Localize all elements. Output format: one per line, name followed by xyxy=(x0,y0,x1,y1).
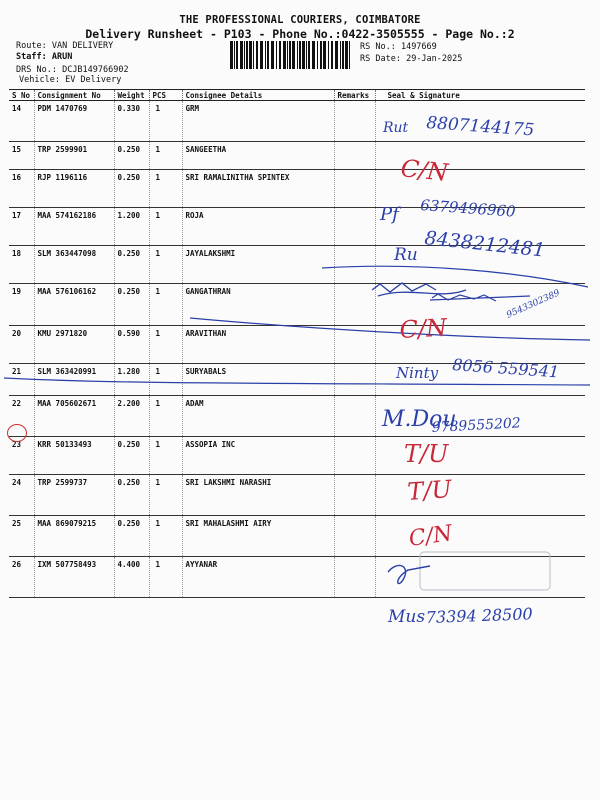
cell-signature xyxy=(375,208,585,246)
cell-signature xyxy=(375,516,585,557)
cell-signature xyxy=(375,364,585,396)
cell-weight: 4.400 xyxy=(114,557,149,598)
cell-signature xyxy=(375,557,585,598)
cell-consignee: GRM xyxy=(182,101,334,142)
cell-pcs: 1 xyxy=(149,208,182,246)
sig-phone-16: 6379496960 xyxy=(419,196,517,221)
table-row xyxy=(9,208,585,246)
cell-consignment: TRP 2599737 xyxy=(34,475,114,516)
vehicle-value: EV Delivery xyxy=(65,75,122,85)
sig-phone-22: 9789555202 xyxy=(431,415,522,436)
cell-pcs: 1 xyxy=(149,396,182,437)
barcode-bar xyxy=(308,41,310,69)
sig-initials-22: M.Dou xyxy=(382,407,457,432)
sig-phone-14: 8807144175 xyxy=(425,113,535,141)
col-consignee: Consignee Details xyxy=(182,90,334,101)
rs-date-line xyxy=(360,54,462,64)
cell-consignee: SRI RAMALINITHA SPINTEX xyxy=(182,170,334,208)
barcode-bar xyxy=(267,41,269,69)
cell-consignee: SRI MAHALASHMI AIRY xyxy=(182,516,334,557)
barcode-bar xyxy=(323,41,326,69)
cell-pcs: 1 xyxy=(149,246,182,284)
barcode-bar xyxy=(256,41,258,69)
cell-weight: 2.200 xyxy=(114,396,149,437)
cell-weight: 1.280 xyxy=(114,364,149,396)
rs-no-value: 1497669 xyxy=(400,42,437,52)
barcode-bar xyxy=(328,41,329,69)
cell-sno: 16 xyxy=(9,170,34,208)
circle-mark-22 xyxy=(7,424,27,442)
col-remarks: Remarks xyxy=(334,90,375,101)
cell-consignment: TRP 2599901 xyxy=(34,142,114,170)
sig-phone-17: 8438212481 xyxy=(423,227,547,262)
cell-consignment: SLM 363420991 xyxy=(34,364,114,396)
cell-signature xyxy=(375,101,585,142)
barcode-bar xyxy=(279,41,281,69)
table-row xyxy=(9,557,585,598)
cell-sno: 20 xyxy=(9,326,34,364)
barcode-bar xyxy=(276,41,277,69)
cell-sno: 19 xyxy=(9,284,34,326)
sig-initials-17: Ru xyxy=(394,245,418,265)
cell-remarks xyxy=(334,475,375,516)
cell-sno: 22 xyxy=(9,396,34,437)
route-value: VAN DELIVERY xyxy=(51,41,114,51)
sig-tu-22: T/U xyxy=(404,440,449,468)
cell-sno: 25 xyxy=(9,516,34,557)
cell-remarks xyxy=(334,208,375,246)
cell-sno: 14 xyxy=(9,101,34,142)
barcode-bar xyxy=(234,41,235,69)
cell-consignment: KMU 2971820 xyxy=(34,326,114,364)
vehicle-line xyxy=(19,75,121,85)
cell-weight: 0.250 xyxy=(114,516,149,557)
barcode-bar xyxy=(283,41,286,69)
table-row xyxy=(9,396,585,437)
barcode-bar xyxy=(236,41,238,69)
cell-consignee: SURYABALS xyxy=(182,364,334,396)
drs-value: DCJB149766902 xyxy=(62,65,129,75)
cell-consignee: SANGEETHA xyxy=(182,142,334,170)
cell-consignee: ARAVITHAN xyxy=(182,326,334,364)
cell-remarks xyxy=(334,326,375,364)
cell-pcs: 1 xyxy=(149,142,182,170)
barcode-bar xyxy=(246,41,248,69)
cell-weight: 0.250 xyxy=(114,475,149,516)
cell-consignment: MAA 576106162 xyxy=(34,284,114,326)
table-row xyxy=(9,246,585,284)
cell-sno: 26 xyxy=(9,557,34,598)
cell-consignee: GANGATHRAN xyxy=(182,284,334,326)
barcode-bar xyxy=(335,41,338,69)
cell-weight: 0.250 xyxy=(114,437,149,475)
cell-signature xyxy=(375,396,585,437)
cell-signature xyxy=(375,170,585,208)
cell-consignee: ROJA xyxy=(182,208,334,246)
cell-pcs: 1 xyxy=(149,284,182,326)
table-header-row xyxy=(9,90,585,101)
cell-weight: 0.330 xyxy=(114,101,149,142)
cell-remarks xyxy=(334,142,375,170)
cell-signature xyxy=(375,284,585,326)
cell-consignee: JAYALAKSHMI xyxy=(182,246,334,284)
cell-remarks xyxy=(334,170,375,208)
cell-remarks xyxy=(334,516,375,557)
rs-date-value: 29-Jan-2025 xyxy=(406,54,463,64)
cell-pcs: 1 xyxy=(149,475,182,516)
company-name: THE PROFESSIONAL COURIERS, COIMBATORE xyxy=(179,14,421,26)
barcode-bar xyxy=(260,41,263,69)
drs-label: DRS No.: xyxy=(16,65,57,75)
barcode-bar xyxy=(271,41,274,69)
cell-sno: 23 xyxy=(9,437,34,475)
cell-consignment: PDM 1470769 xyxy=(34,101,114,142)
barcode-image xyxy=(230,41,352,69)
rs-date-label: RS Date: xyxy=(360,54,401,64)
table-row xyxy=(9,516,585,557)
staff-line xyxy=(16,52,72,62)
barcode-bar xyxy=(297,41,298,69)
cell-sno: 18 xyxy=(9,246,34,284)
barcode-bar xyxy=(265,41,266,69)
cell-consignment: IXM 507758493 xyxy=(34,557,114,598)
sig-phone-26: 73394 28500 xyxy=(425,604,533,627)
barcode-bar xyxy=(340,41,341,69)
cell-remarks xyxy=(334,284,375,326)
barcode-bar xyxy=(253,41,254,69)
table-row xyxy=(9,284,585,326)
sig-initials-20: Ninty xyxy=(396,364,439,382)
col-weight: Weight xyxy=(114,90,149,101)
route-label: Route: xyxy=(16,41,47,51)
cell-remarks xyxy=(334,246,375,284)
sig-cn-15: C/N xyxy=(399,154,450,187)
cell-remarks xyxy=(334,396,375,437)
sig-cn-24: C/N xyxy=(407,521,454,552)
sig-initials-14: Rut xyxy=(383,120,409,136)
cell-consignment: KRR 50133493 xyxy=(34,437,114,475)
staff-label: Staff: xyxy=(16,52,47,62)
rs-no-line xyxy=(360,42,437,52)
cell-consignment: MAA 574162186 xyxy=(34,208,114,246)
table-row xyxy=(9,142,585,170)
cell-consignment: RJP 1196116 xyxy=(34,170,114,208)
col-sno: S No xyxy=(9,90,34,101)
sig-cn-19: C/N xyxy=(398,313,448,344)
staff-value: ARUN xyxy=(51,52,73,62)
barcode-bar xyxy=(317,41,318,69)
cell-sno: 21 xyxy=(9,364,34,396)
cell-signature xyxy=(375,142,585,170)
cell-sno: 24 xyxy=(9,475,34,516)
cell-weight: 0.590 xyxy=(114,326,149,364)
cell-pcs: 1 xyxy=(149,516,182,557)
cell-consignee: ADAM xyxy=(182,396,334,437)
cell-signature xyxy=(375,326,585,364)
barcode-bar xyxy=(345,41,348,69)
cell-consignment: SLM 363447098 xyxy=(34,246,114,284)
cell-signature xyxy=(375,437,585,475)
sig-tu-23: T/U xyxy=(406,474,453,506)
cell-consignee: SRI LAKSHMI NARASHI xyxy=(182,475,334,516)
route-line xyxy=(16,41,113,51)
table-row xyxy=(9,326,585,364)
cell-weight: 0.250 xyxy=(114,142,149,170)
cell-pcs: 1 xyxy=(149,557,182,598)
table-row xyxy=(9,475,585,516)
barcode-bar xyxy=(302,41,305,69)
col-signature: Seal & Signature xyxy=(375,90,585,101)
cell-weight: 0.250 xyxy=(114,284,149,326)
cell-sno: 15 xyxy=(9,142,34,170)
cell-sno: 17 xyxy=(9,208,34,246)
table-row xyxy=(9,364,585,396)
cell-consignee: ASSOPIA INC xyxy=(182,437,334,475)
cell-pcs: 1 xyxy=(149,326,182,364)
drs-line xyxy=(16,65,129,75)
cell-pcs: 1 xyxy=(149,170,182,208)
barcode-bar xyxy=(349,41,350,69)
cell-remarks xyxy=(334,557,375,598)
barcode-bar xyxy=(331,41,333,69)
table-row xyxy=(9,170,585,208)
cell-pcs: 1 xyxy=(149,437,182,475)
cell-consignee: AYYANAR xyxy=(182,557,334,598)
barcode-bar xyxy=(244,41,245,69)
cell-weight: 0.250 xyxy=(114,170,149,208)
cell-weight: 1.200 xyxy=(114,208,149,246)
col-consignment: Consignment No xyxy=(34,90,114,101)
barcode-bar xyxy=(342,41,344,69)
barcode-bar xyxy=(240,41,243,69)
barcode-bar xyxy=(312,41,315,69)
col-pcs: PCS xyxy=(149,90,182,101)
sig-initials-16: Pf xyxy=(380,204,399,225)
cell-signature xyxy=(375,475,585,516)
runsheet-table xyxy=(9,89,585,598)
barcode-bar xyxy=(320,41,322,69)
sig-initials-26: Mus xyxy=(388,607,426,627)
table-row xyxy=(9,101,585,142)
cell-pcs: 1 xyxy=(149,101,182,142)
cell-remarks xyxy=(334,101,375,142)
barcode-bar xyxy=(292,41,295,69)
table-row xyxy=(9,437,585,475)
barcode-bar xyxy=(306,41,307,69)
cell-remarks xyxy=(334,364,375,396)
rs-no-label: RS No.: xyxy=(360,42,396,52)
barcode-bar xyxy=(230,41,233,69)
cell-consignment: MAA 705602671 xyxy=(34,396,114,437)
barcode-bar xyxy=(299,41,301,69)
sig-phone-20: 8056 559541 xyxy=(451,355,560,382)
sig-phone-19: 9543302389 xyxy=(505,288,562,321)
cell-pcs: 1 xyxy=(149,364,182,396)
barcode-bar xyxy=(287,41,288,69)
cell-signature xyxy=(375,246,585,284)
cell-consignment: MAA 869079215 xyxy=(34,516,114,557)
cell-weight: 0.250 xyxy=(114,246,149,284)
cell-remarks xyxy=(334,437,375,475)
vehicle-label: Vehicle: xyxy=(19,75,60,85)
barcode-bar xyxy=(289,41,291,69)
barcode-bar xyxy=(249,41,252,69)
runsheet-subtitle: Delivery Runsheet - P103 - Phone No.:0422-3505555 - Page No.:2 xyxy=(85,27,515,41)
